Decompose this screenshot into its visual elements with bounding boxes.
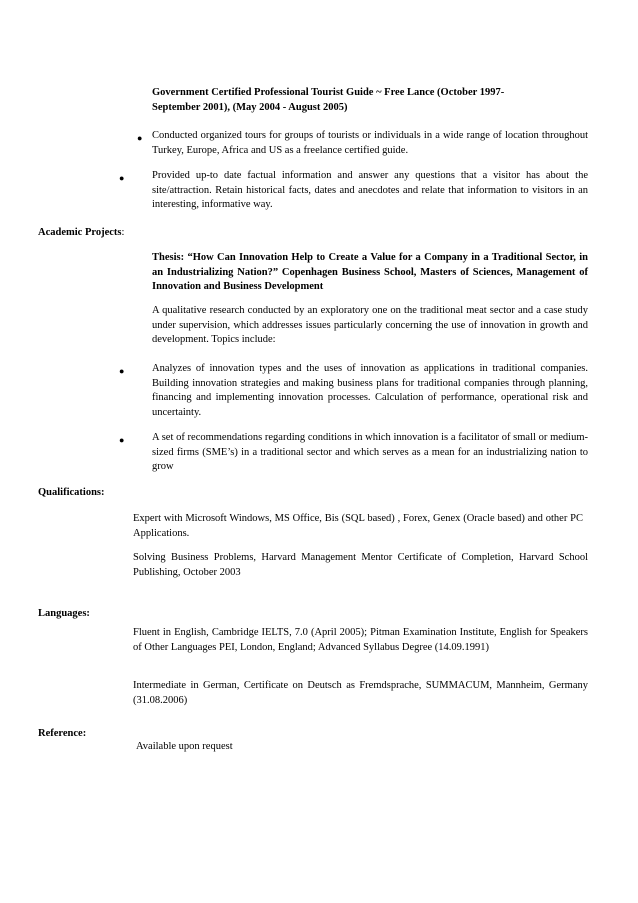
experience-bullet-2: Provided up-to date factual information and answer any questions that a visitor has about the site/attraction. Retain historical facts, dates and anecdotes and relate that information to visitors in an interesting, informative way.	[152, 170, 588, 211]
academic-projects-label	[38, 226, 124, 241]
bullet-icon: ●	[137, 133, 143, 143]
reference-label: Reference:	[38, 728, 87, 739]
thesis-description: A qualitative research conducted by an exploratory one on the traditional meat sector and a case study under supervision, which addresses issues particularly concerning the use of innovation in growth and development. Topics include:	[152, 305, 588, 346]
language-item-2: Intermediate in German, Certificate on Deutsch as Fremdsprache, SUMMACUM, Mannheim, Germany (31.08.2006)	[133, 680, 588, 706]
academic-bullet-2: A set of recommendations regarding conditions in which innovation is a facilitator of small or medium- sized firms (SME’s) in a traditional sector and which serves as a mean for an industrializing nation to grow	[152, 432, 588, 473]
academic-label-colon: :	[121, 227, 125, 238]
thesis-title: Thesis: “How Can Innovation Help to Create a Value for a Company in a Traditional Sector, in an Industrializing Nation?” Copenhagen Business School, Masters of Sciences, Management of Innovation and Business Development	[152, 252, 588, 293]
bullet-icon: ●	[119, 366, 125, 376]
job-title	[152, 86, 592, 115]
experience-bullet-1: Conducted organized tours for groups of tourists or individuals in a wide range of location throughout Turkey, Europe, Africa and US as a freelance certified guide.	[152, 130, 588, 156]
language-item-1: Fluent in English, Cambridge IELTS, 7.0 (April 2005); Pitman Examination Institute, English for Speakers of Other Languages PEI, London, England; Advanced Syllabus Degree (14.09.1991)	[133, 627, 588, 653]
bullet-icon: ●	[119, 173, 125, 183]
languages-label: Languages:	[38, 608, 90, 619]
academic-bullet-1: Analyzes of innovation types and the uses of innovation as applications in traditional companies. Building innovation strategies and making business plans for traditional companies through planning, financing and implementing innovation processes. Calculation of performance, operational risk and uncertainty.	[152, 363, 588, 418]
job-title-line2: September 2001), (May 2004 - August 2005)	[152, 101, 348, 113]
academic-label-text: Academic Projects	[38, 227, 122, 238]
job-title-line1: Government Certified Professional Tourist Guide ~ Free Lance (October 1997-	[152, 87, 505, 98]
reference-text: Available upon request	[136, 741, 233, 752]
qualifications-label: Qualifications:	[38, 487, 105, 498]
qualification-item-1: Expert with Microsoft Windows, MS Office, Bis (SQL based) , Forex, Genex (Oracle based) and other PC Applications.	[133, 513, 583, 539]
bullet-icon: ●	[119, 435, 125, 445]
qualification-item-2: Solving Business Problems, Harvard Management Mentor Certificate of Completion, Harvard School Publishing, October 2003	[133, 552, 588, 578]
